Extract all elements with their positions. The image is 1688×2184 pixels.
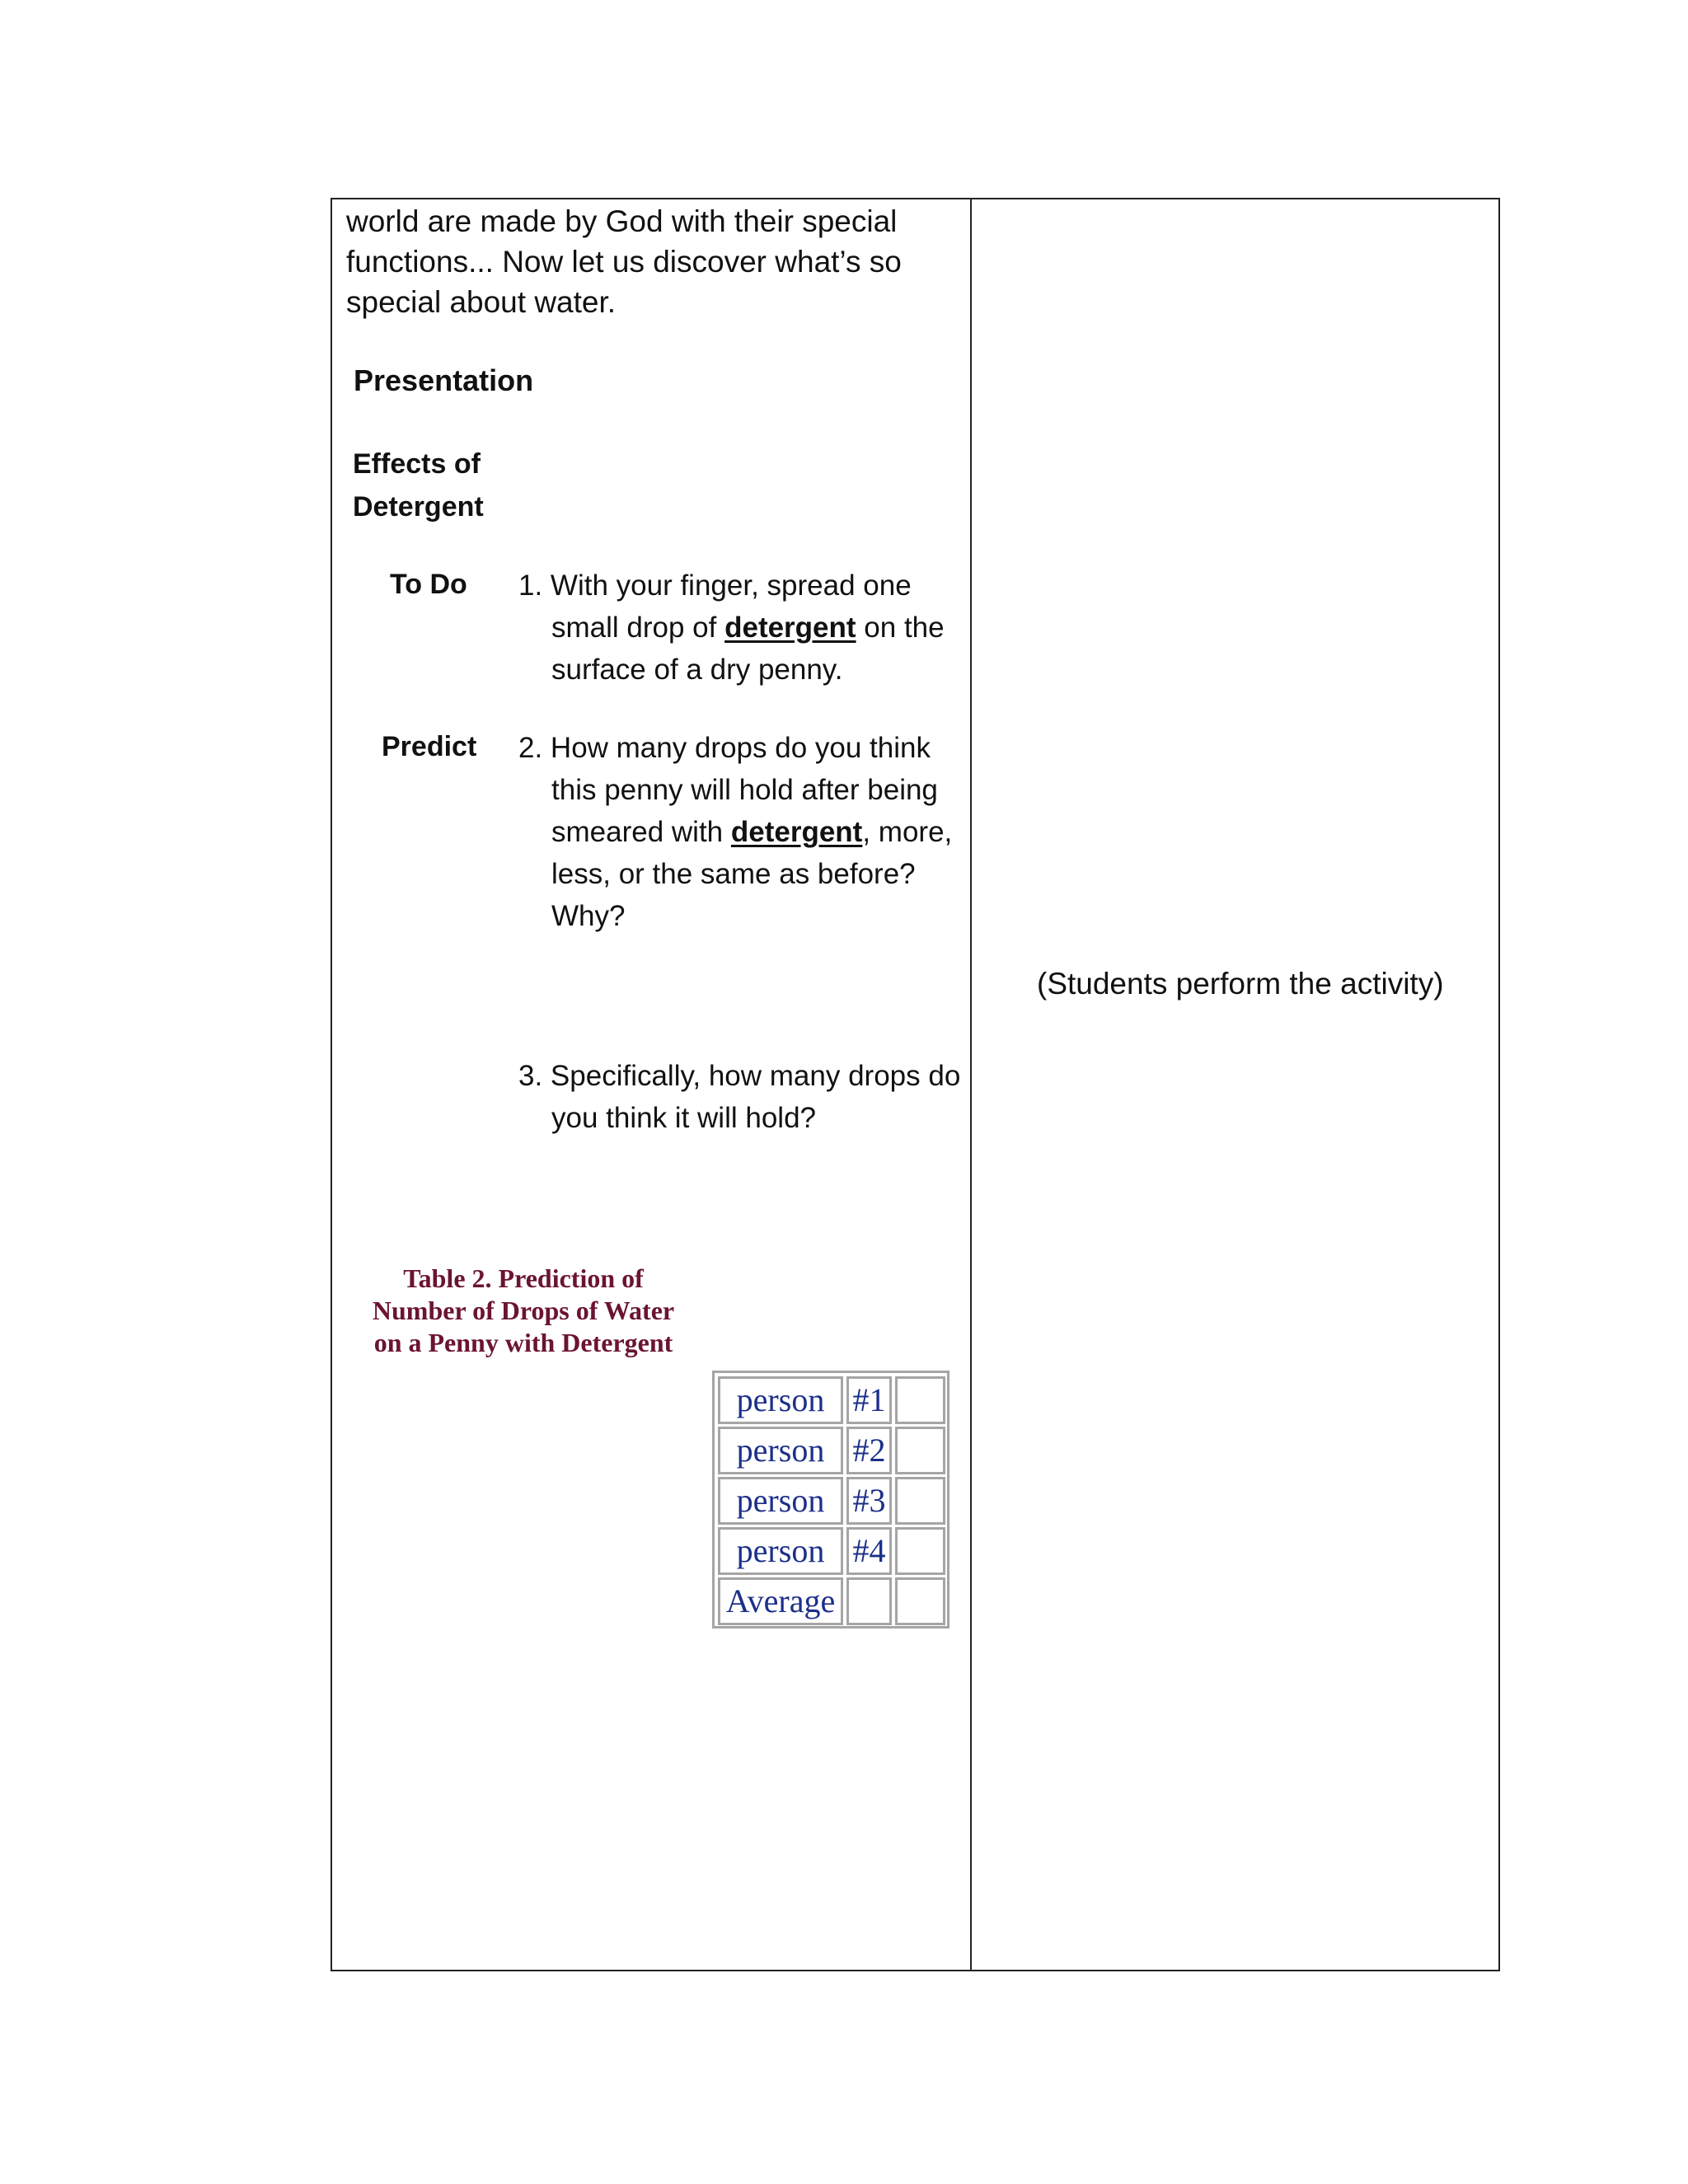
caption-line: on a Penny with Detergent	[373, 1328, 673, 1357]
table-cell: #2	[846, 1427, 892, 1474]
text-run: smeared with	[551, 816, 731, 848]
step-line: Why?	[551, 900, 626, 932]
step-line: you think it will hold?	[551, 1102, 816, 1134]
table-cell: person	[718, 1527, 843, 1575]
table-cell: person	[718, 1376, 843, 1424]
subheading	[353, 443, 484, 528]
right-column-note: (Students perform the activity)	[1037, 967, 1444, 1001]
step-label-predict: Predict	[382, 731, 477, 762]
emphasis-detergent: detergent	[724, 612, 856, 644]
intro-line: functions... Now let us discover what’s so	[346, 245, 902, 279]
step-3-text	[518, 1055, 960, 1139]
step-line	[518, 607, 945, 649]
table-cell: person	[718, 1477, 843, 1525]
table-cell[interactable]	[895, 1527, 945, 1575]
step-line	[518, 811, 952, 853]
step-1-text	[518, 565, 945, 691]
text-run: small drop of	[551, 612, 725, 644]
subheading-line: Detergent	[353, 491, 484, 523]
table-caption	[346, 1263, 701, 1359]
emphasis-detergent: detergent	[730, 816, 863, 848]
intro-paragraph	[346, 201, 902, 322]
caption-line: Number of Drops of Water	[372, 1296, 675, 1325]
step-line: surface of a dry penny.	[551, 654, 843, 686]
table-cell: #3	[846, 1477, 892, 1525]
table-cell: #1	[846, 1376, 892, 1424]
table-cell[interactable]	[895, 1427, 945, 1474]
step-2-text	[518, 727, 952, 937]
prediction-table	[712, 1371, 950, 1629]
caption-line: Table 2. Prediction of	[403, 1263, 644, 1293]
section-heading: Presentation	[354, 363, 534, 397]
table-cell: #4	[846, 1527, 892, 1575]
step-line: 2. How many drops do you think	[518, 732, 931, 764]
intro-line: special about water.	[346, 285, 617, 319]
step-line: 1. With your finger, spread one	[518, 569, 912, 602]
column-divider	[970, 198, 972, 1971]
table-cell: person	[718, 1427, 843, 1474]
table-cell[interactable]	[846, 1577, 892, 1625]
step-line: this penny will hold after being	[551, 774, 938, 806]
intro-line: world are made by God with their special	[346, 204, 898, 238]
step-line: less, or the same as before?	[551, 858, 916, 890]
text-run: , more,	[862, 816, 953, 848]
step-label-to-do: To Do	[390, 569, 467, 600]
table-cell: Average	[718, 1577, 843, 1625]
table-cell[interactable]	[895, 1577, 945, 1625]
subheading-line: Effects of	[353, 448, 481, 480]
table-cell[interactable]	[895, 1376, 945, 1424]
table-cell[interactable]	[895, 1477, 945, 1525]
text-run: on the	[856, 612, 945, 644]
step-line: 3. Specifically, how many drops do	[518, 1060, 961, 1092]
